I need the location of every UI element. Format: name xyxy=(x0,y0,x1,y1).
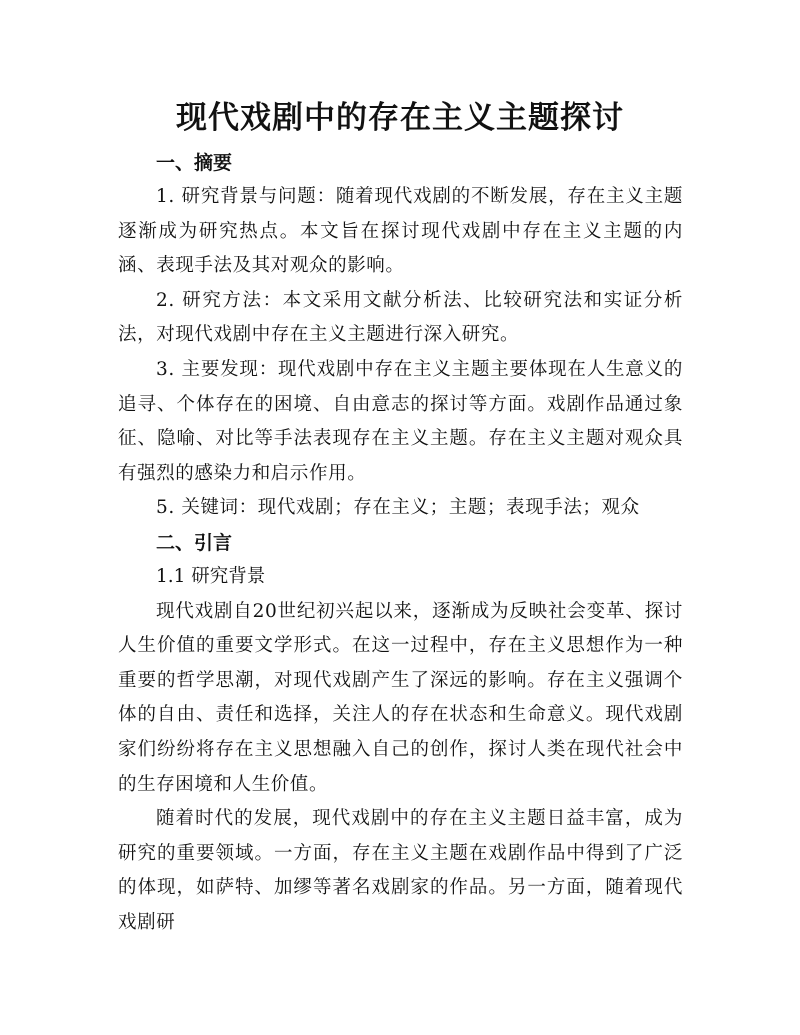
abstract-item-methods: 2. 研究方法：本文采用文献分析法、比较研究法和实证分析法，对现代戏剧中存在主义主题进行深入研究。 xyxy=(118,289,683,346)
subsection-heading-background: 1.1 研究背景 xyxy=(156,565,266,587)
intro-paragraph: 现代戏剧自20世纪初兴起以来，逐渐成为反映社会变革、探讨人生价值的重要文学形式。在这一过程中，存在主义思想作为一种重要的哲学思潮，对现代戏剧产生了深远的影响。存在主义强调个体的自由、责任和选择，关注人的存在状态和生命意义。现代戏剧家们纷纷将存在主义思想融入自己的创作，探讨人类在现代社会中的生存困境和人生价值。 xyxy=(118,600,683,795)
intro-paragraph: 随着时代的发展，现代戏剧中的存在主义主题日益丰富，成为研究的重要领域。一方面，存在主义主题在戏剧作品中得到了广泛的体现，如萨特、加缪等著名戏剧家的作品。另一方面，随着现代戏剧研 xyxy=(118,808,683,933)
abstract-item-background: 1. 研究背景与问题：随着现代戏剧的不断发展，存在主义主题逐渐成为研究热点。本文旨在探讨现代戏剧中存在主义主题的内涵、表现手法及其对观众的影响。 xyxy=(118,186,683,277)
section-heading-introduction: 二、引言 xyxy=(156,531,233,554)
abstract-item-findings: 3. 主要发现：现代戏剧中存在主义主题主要体现在人生意义的追寻、个体存在的困境、自由意志的探讨等方面。戏剧作品通过象征、隐喻、对比等手法表现存在主义主题。存在主义主题对观众具有强烈的感染力和启示作用。 xyxy=(118,358,683,484)
document-title: 现代戏剧中的存在主义主题探讨 xyxy=(176,100,624,136)
section-heading-abstract: 一、摘要 xyxy=(156,152,233,174)
abstract-item-keywords: 5. 关键词：现代戏剧；存在主义；主题；表现手法；观众 xyxy=(156,497,640,519)
document-body xyxy=(118,146,683,940)
